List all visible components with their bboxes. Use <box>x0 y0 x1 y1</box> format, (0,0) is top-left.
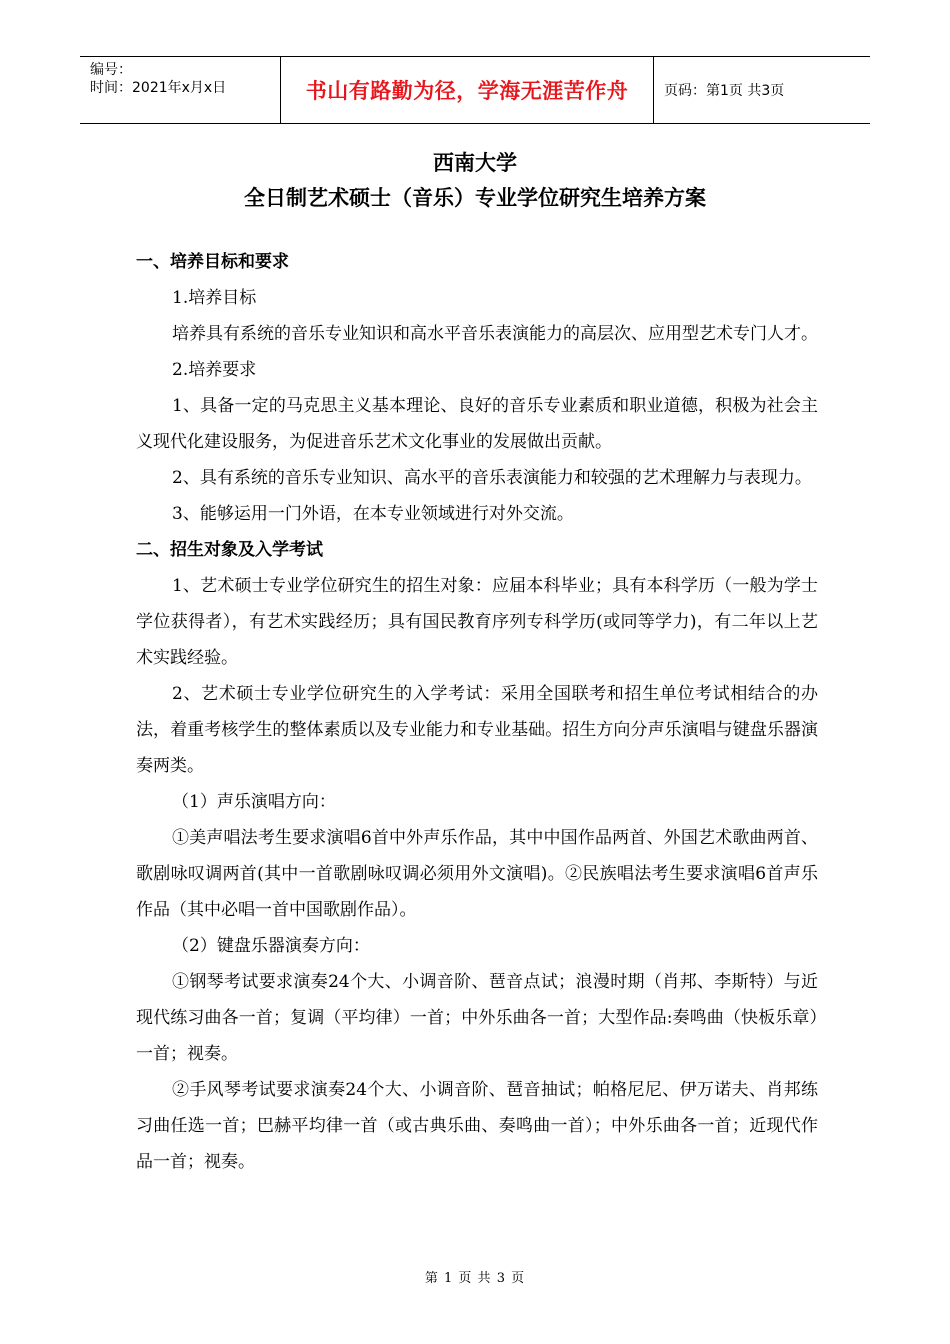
paragraph-accordion-requirements: ②手风琴考试要求演奏24个大、小调音阶、琶音抽试；帕格尼尼、伊万诺夫、肖邦练习曲任选一首；巴赫平均律一首（或古典乐曲、奏鸣曲一首）；中外乐曲各一首；近现代作品一首；视奏。 <box>136 1080 818 1172</box>
document-body <box>136 244 818 1180</box>
paragraph-requirement-3: 3、能够运用一门外语，在本专业领域进行对外交流。 <box>172 504 574 524</box>
paragraph-piano-requirements: ①钢琴考试要求演奏24个大、小调音阶、琶音点试；浪漫时期（肖邦、李斯特）与近现代练习曲各一首；复调（平均律）一首；中外乐曲各一首；大型作品:奏鸣曲（快板乐章）一首；视奏。 <box>136 972 818 1064</box>
header-motto: 书山有路勤为径，学海无涯苦作舟 <box>281 57 654 123</box>
document-time-label: 时间：2021年x月x日 <box>90 80 227 96</box>
subheading-training-requirements: 2.培养要求 <box>172 360 257 380</box>
paragraph-admission-targets: 1、艺术硕士专业学位研究生的招生对象：应届本科毕业；具有本科学历（一般为学士学位获得者），有艺术实践经历；具有国民教育序列专科学历(或同等学力)，有二年以上艺术实践经验。 <box>136 576 818 668</box>
subheading-training-goal: 1.培养目标 <box>172 288 257 308</box>
paragraph-requirement-1: 1、具备一定的马克思主义基本理论、良好的音乐专业素质和职业道德，积极为社会主义现代化建设服务，为促进音乐艺术文化事业的发展做出贡献。 <box>136 396 818 452</box>
subheading-vocal-direction: （1）声乐演唱方向： <box>172 792 336 812</box>
subheading-keyboard-direction: （2）键盘乐器演奏方向： <box>172 936 370 956</box>
section-heading-admission: 二、招生对象及入学考试 <box>136 540 323 560</box>
paragraph-training-goal: 培养具有系统的音乐专业知识和高水平音乐表演能力的高层次、应用型艺术专门人才。 <box>172 324 818 344</box>
paragraph-admission-exam: 2、艺术硕士专业学位研究生的入学考试：采用全国联考和招生单位考试相结合的办法，着重考核学生的整体素质以及专业能力和专业基础。招生方向分声乐演唱与键盘乐器演奏两类。 <box>136 684 818 776</box>
header-meta-cell <box>80 57 281 123</box>
document-title-university: 西南大学 <box>433 151 517 175</box>
header-table <box>80 56 870 124</box>
header-page-info: 页码：第1页 共3页 <box>664 83 785 99</box>
section-heading-goals: 一、培养目标和要求 <box>136 252 289 272</box>
paragraph-requirement-2: 2、具有系统的音乐专业知识、高水平的音乐表演能力和较强的艺术理解力与表现力。 <box>172 468 812 488</box>
paragraph-vocal-requirements: ①美声唱法考生要求演唱6首中外声乐作品，其中中国作品两首、外国艺术歌曲两首、歌剧咏叹调两首(其中一首歌剧咏叹调必须用外文演唱)。②民族唱法考生要求演唱6首声乐作品（其中必唱一首中国歌剧作品）。 <box>136 828 818 920</box>
page-footer: 第 1 页 共 3 页 <box>424 1271 526 1286</box>
document-title-program: 全日制艺术硕士（音乐）专业学位研究生培养方案 <box>244 186 706 210</box>
document-number-label: 编号： <box>90 62 132 78</box>
